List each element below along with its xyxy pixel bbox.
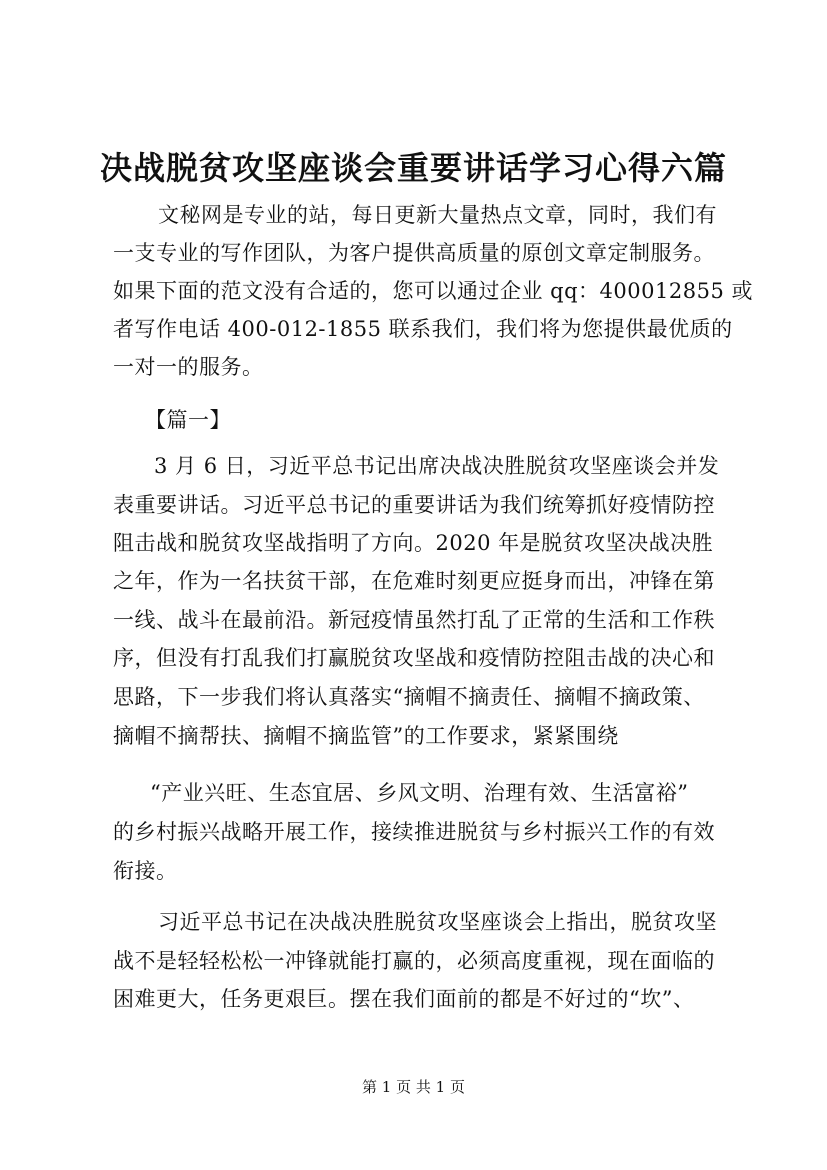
section-heading: 【篇一】 (145, 408, 231, 432)
paragraph-line: 摘帽不摘帮扶、摘帽不摘监管”的工作要求，紧紧围绕 (113, 724, 619, 748)
paragraph-line: 困难更大，任务更艰巨。摆在我们面前的都是不好过的“坎”、 (113, 987, 695, 1011)
intro-line: 一对一的服务。 (113, 355, 264, 379)
intro-line: 文秘网是专业的站，每日更新大量热点文章，同时，我们有 (158, 203, 717, 227)
intro-line: 一支专业的写作团队，为客户提供高质量的原创文章定制服务。 (113, 241, 715, 265)
paragraph-line: “产业兴旺、生态宜居、乡风文明、治理有效、生活富裕” (150, 781, 689, 805)
paragraph-line: 衔接。 (113, 859, 178, 883)
intro-line: 者写作电话 400-012-1855 联系我们，我们将为您提供最优质的 (113, 317, 733, 341)
paragraph-line: 思路，下一步我们将认真落实“摘帽不摘责任、摘帽不摘政策、 (113, 685, 705, 709)
paragraph-line: 的乡村振兴战略开展工作，接续推进脱贫与乡村振兴工作的有效 (113, 820, 715, 844)
paragraph-line: 战不是轻轻松松一冲锋就能打赢的，必须高度重视，现在面临的 (113, 949, 715, 973)
paragraph-line: 习近平总书记在决战决胜脱贫攻坚座谈会上指出，脱贫攻坚 (158, 910, 717, 934)
paragraph-line: 序，但没有打乱我们打赢脱贫攻坚战和疫情防控阻击战的决心和 (113, 646, 715, 670)
paragraph-line: 之年，作为一名扶贫干部，在危难时刻更应挺身而出，冲锋在第 (113, 569, 715, 593)
intro-line: 如果下面的范文没有合适的，您可以通过企业 qq：400012855 或 (113, 279, 753, 303)
paragraph-line: 表重要讲话。习近平总书记的重要讲话为我们统筹抓好疫情防控 (113, 493, 715, 517)
paragraph-line: 阻击战和脱贫攻坚战指明了方向。2020 年是脱贫攻坚决战决胜 (113, 531, 714, 555)
page-footer: 第 1 页 共 1 页 (362, 1078, 465, 1096)
paragraph-line: 3 月 6 日，习近平总书记出席决战决胜脱贫攻坚座谈会并发 (154, 454, 720, 478)
document-title: 决战脱贫攻坚座谈会重要讲话学习心得六篇 (99, 149, 727, 187)
paragraph-line: 一线、战斗在最前沿。新冠疫情虽然打乱了正常的生活和工作秩 (113, 608, 715, 632)
